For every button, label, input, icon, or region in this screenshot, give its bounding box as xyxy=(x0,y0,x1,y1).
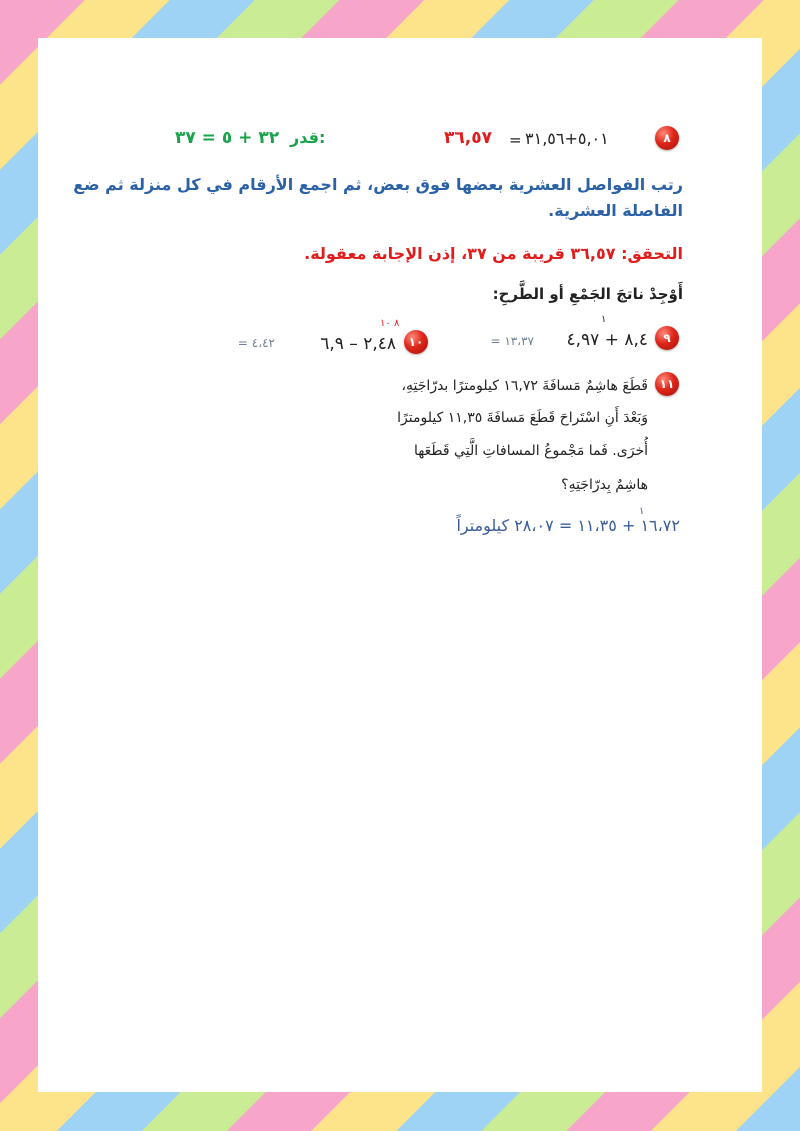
problem-9-badge xyxy=(655,326,679,350)
estimate-expression: ٣٢ + ٥ = ٣٧ xyxy=(175,128,280,148)
problem-10-answer: ٤،٤٢ = xyxy=(237,336,275,350)
problem-10-badge xyxy=(404,330,428,354)
instruction-line-1: رتب الفواصل العشرية بعضها فوق بعض، ثم اجمع الأرقام في كل منزلة ثم ضع xyxy=(73,175,683,194)
problem-8-answer: ٣٦,٥٧ xyxy=(444,128,492,148)
problem-11-carry: ١ xyxy=(639,506,645,517)
problem-11-number: ١١ xyxy=(659,377,675,391)
estimate-label: قدر: xyxy=(290,128,326,147)
problem-11-line-4: هاشِمٌ بِدرّاجَتِهِ؟ xyxy=(561,477,648,493)
check-statement xyxy=(304,244,683,263)
problem-10-borrow: ٨ ١٠ xyxy=(380,318,400,329)
page-sheet xyxy=(38,38,762,1092)
problem-11-line-3: أُخرَى. فَما مَجْموعُ المسافاتِ الَّتِي قَطَعَها xyxy=(413,443,648,459)
problem-8-number: ٨ xyxy=(663,131,671,145)
problem-10-expression: ٢,٤٨ – ٦,٩ xyxy=(320,334,396,354)
problem-9-answer: ١٣،٣٧ = xyxy=(490,334,534,348)
instruction-line-2: الفاصلة العشرية. xyxy=(548,201,683,220)
problem-11-answer: ١٦،٧٢ + ١١،٣٥ = ٢٨،٠٧ كيلومتراً xyxy=(456,516,680,535)
problem-9-carry: ١ xyxy=(601,314,607,325)
problem-9-number: ٩ xyxy=(663,331,671,345)
check-label: التحقق: xyxy=(621,244,683,263)
check-text: ٣٦,٥٧ قريبة من ٣٧، إذن الإجابة معقولة. xyxy=(304,244,616,263)
problem-8-equals: = xyxy=(509,131,522,149)
problem-9-expression: ٨,٤ + ٤,٩٧ xyxy=(566,330,648,350)
problem-11-line-1: قَطَعَ هاشِمٌ مَسافَةَ ١٦,٧٢ كيلومترًا بدرّاجَتِهِ، xyxy=(401,378,648,394)
problem-10-number: ١٠ xyxy=(408,335,424,349)
problem-11-line-2: وَبَعْدَ أَنِ اسْتَراحَ قَطَعَ مَسافَةَ ١١,٣٥ كيلومترًا xyxy=(397,410,648,426)
problem-11-badge xyxy=(655,372,679,396)
section-heading: أَوْجِدْ ناتجَ الجَمْعِ أو الطَّرحِ: xyxy=(492,285,683,303)
problem-8-expression: ٥,٠١+٣١,٥٦ xyxy=(525,129,609,148)
problem-8-badge xyxy=(655,126,679,150)
